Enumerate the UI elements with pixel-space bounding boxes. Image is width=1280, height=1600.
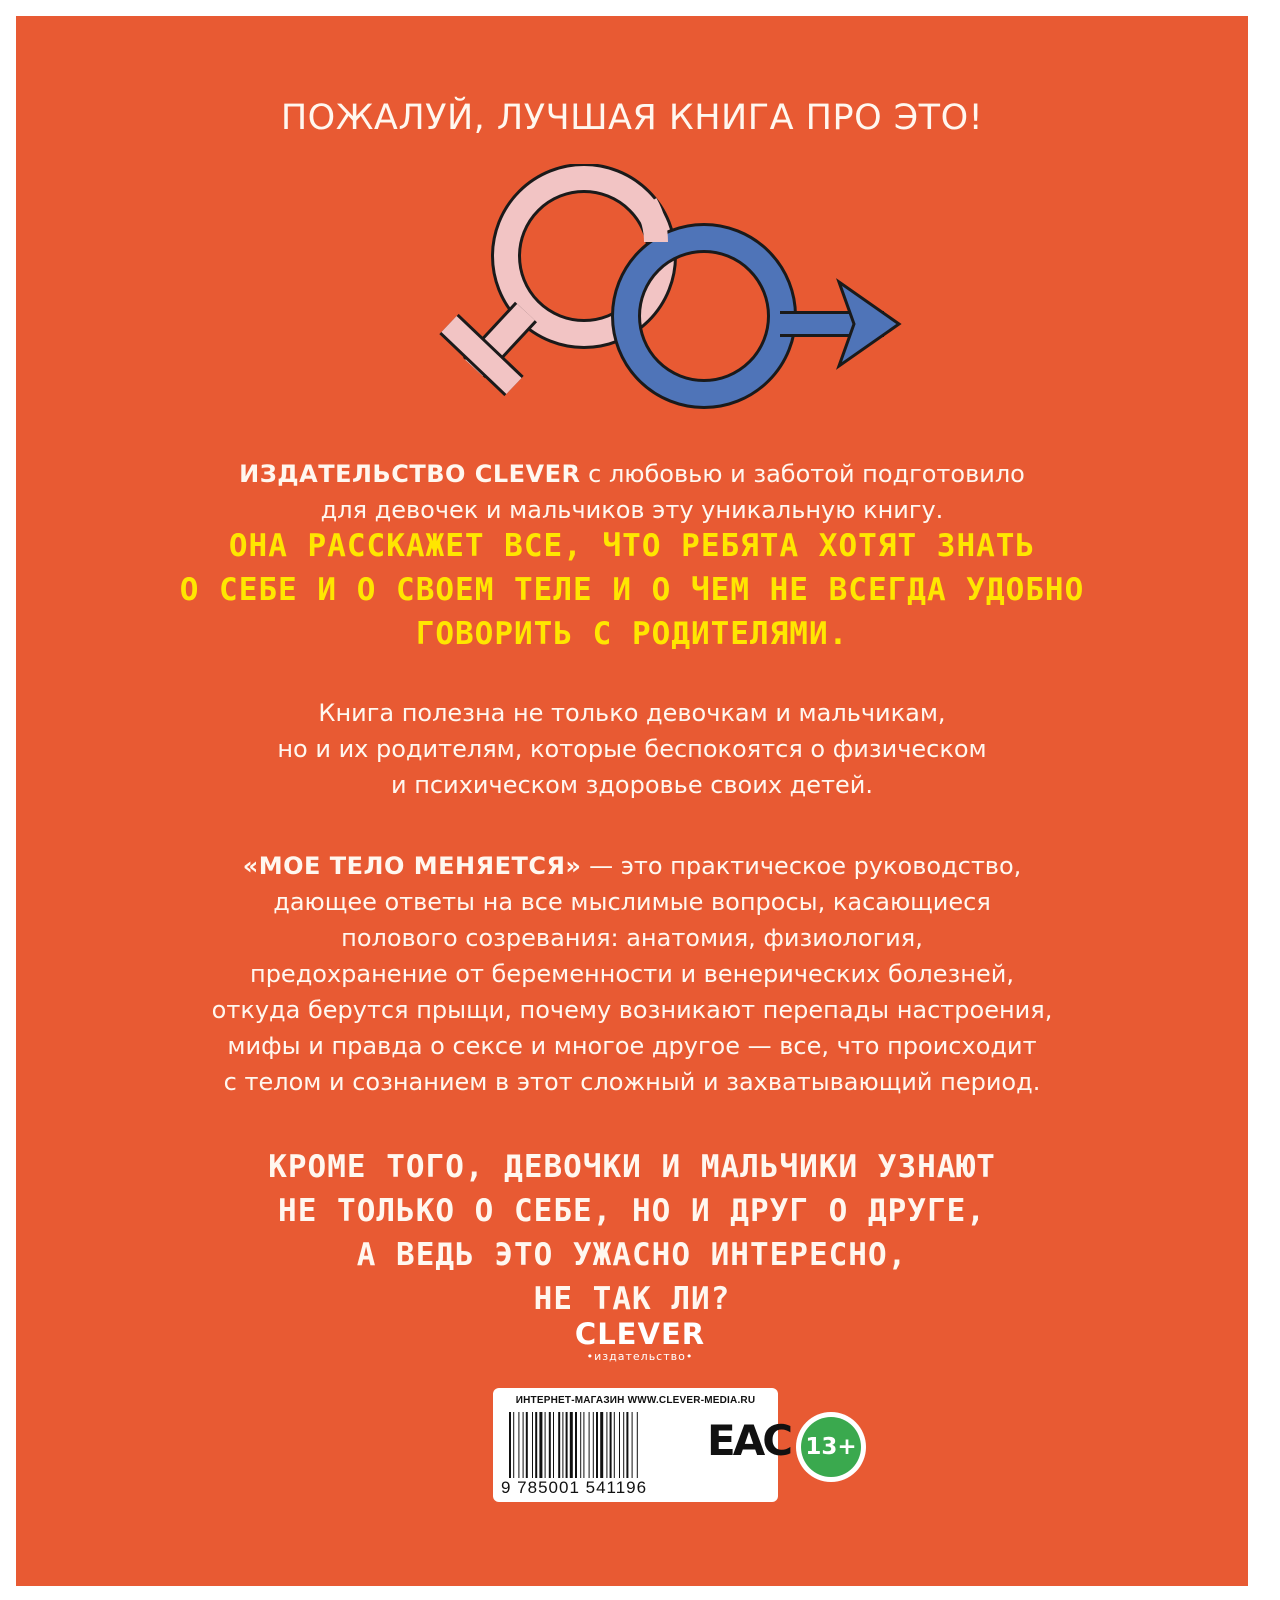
- barcode-bar: [575, 1412, 577, 1478]
- description-line: предохранение от беременности и венерических болезней,: [250, 960, 1014, 988]
- closing-line: НЕ ТАК ЛИ?: [533, 1281, 731, 1317]
- closing-line: НЕ ТОЛЬКО О СЕБЕ, НО И ДРУГ О ДРУГЕ,: [278, 1193, 986, 1229]
- barcode-sticker: [493, 1388, 791, 1502]
- parents-line: и психическом здоровье своих детей.: [391, 771, 873, 799]
- barcode-bar: [549, 1412, 551, 1478]
- logo-name: CLEVER: [574, 1317, 706, 1351]
- barcode-bar: [566, 1412, 568, 1478]
- parents-paragraph: [16, 695, 1248, 803]
- highlight-paragraph: [16, 524, 1248, 656]
- highlight-line: ГОВОРИТЬ С РОДИТЕЛЯМИ.: [415, 616, 849, 652]
- eac-mark: EAC: [707, 1416, 791, 1465]
- barcode-bar: [606, 1412, 607, 1478]
- age-rating-label: 13+: [801, 1417, 861, 1477]
- barcode-bar: [539, 1412, 542, 1478]
- description-line: с телом и сознанием в этот сложный и захватывающий период.: [223, 1068, 1041, 1096]
- highlight-line: О СЕБЕ И О СВОЕМ ТЕЛЕ И О ЧЕМ НЕ ВСЕГДА УДОБНО: [179, 572, 1085, 608]
- parents-line: но и их родителям, которые беспокоятся о физическом: [277, 735, 987, 763]
- barcode-bar: [553, 1412, 554, 1478]
- age-rating-badge: [796, 1412, 866, 1482]
- barcode-bar: [535, 1412, 537, 1478]
- closing-line: КРОМЕ ТОГО, ДЕВОЧКИ И МАЛЬЧИКИ УЗНАЮТ: [268, 1149, 996, 1185]
- publisher-name: ИЗДАТЕЛЬСТВО CLEVER: [239, 460, 581, 488]
- barcode-bar: [600, 1412, 603, 1478]
- barcode-bar: [632, 1412, 633, 1478]
- description-paragraph: [16, 848, 1248, 1100]
- parents-line: Книга полезна не только девочкам и мальчикам,: [318, 699, 946, 727]
- barcode-bar: [626, 1412, 628, 1478]
- male-symbol-icon: [626, 238, 899, 394]
- barcode-bar: [619, 1412, 620, 1478]
- barcode-bar: [562, 1412, 563, 1478]
- isbn-number: 9 785001 541196: [501, 1478, 648, 1497]
- barcode-bar: [532, 1412, 533, 1478]
- barcode-bar: [558, 1412, 560, 1478]
- barcode: [507, 1412, 703, 1478]
- description-line-1-text: — это практическое руководство,: [581, 852, 1022, 880]
- description-line: дающее ответы на все мыслимые вопросы, касающиеся: [273, 888, 991, 916]
- barcode-bar: [518, 1412, 519, 1478]
- intro-line-2: для девочек и мальчиков эту уникальную книгу.: [320, 496, 944, 524]
- barcode-bar: [596, 1412, 598, 1478]
- gender-symbols-illustration: [414, 164, 934, 414]
- book-title: «МОЕ ТЕЛО МЕНЯЕТСЯ»: [242, 852, 582, 880]
- barcode-bar: [614, 1412, 615, 1478]
- barcode-bar: [509, 1412, 511, 1478]
- barcode-bar: [570, 1412, 573, 1478]
- closing-line: А ВЕДЬ ЭТО УЖАСНО ИНТЕРЕСНО,: [356, 1237, 908, 1273]
- logo-subtitle: •издательство•: [586, 1350, 694, 1363]
- barcode-bar: [637, 1412, 638, 1478]
- publisher-logo: [0, 1318, 1280, 1364]
- description-line: откуда берутся прыщи, почему возникают перепады настроения,: [211, 996, 1053, 1024]
- barcode-bar: [545, 1412, 546, 1478]
- barcode-bar: [523, 1412, 524, 1478]
- barcode-bar: [583, 1412, 584, 1478]
- description-line: мифы и правда о сексе и многое другое — все, что происходит: [227, 1032, 1037, 1060]
- barcode-bar: [589, 1412, 590, 1478]
- barcode-bar: [513, 1412, 514, 1478]
- intro-paragraph: [16, 456, 1248, 528]
- shop-url: ИНТЕРНЕТ-МАГАЗИН WWW.CLEVER-MEDIA.RU: [515, 1395, 756, 1406]
- barcode-bar: [623, 1412, 624, 1478]
- intro-line-1-text: с любовью и заботой подготовило: [580, 460, 1025, 488]
- description-line-1: [16, 848, 1248, 884]
- tagline: ПОЖАЛУЙ, ЛУЧШАЯ КНИГА ПРО ЭТО!: [280, 98, 984, 138]
- intro-line-1: [16, 456, 1248, 492]
- barcode-bar: [580, 1412, 581, 1478]
- barcode-bar: [610, 1412, 612, 1478]
- closing-paragraph: [16, 1145, 1248, 1321]
- highlight-line: ОНА РАССКАЖЕТ ВСЕ, ЧТО РЕБЯТА ХОТЯТ ЗНАТЬ: [228, 528, 1036, 564]
- barcode-bar: [593, 1412, 594, 1478]
- description-line: полового созревания: анатомия, физиология,: [341, 924, 923, 952]
- barcode-bar: [526, 1412, 528, 1478]
